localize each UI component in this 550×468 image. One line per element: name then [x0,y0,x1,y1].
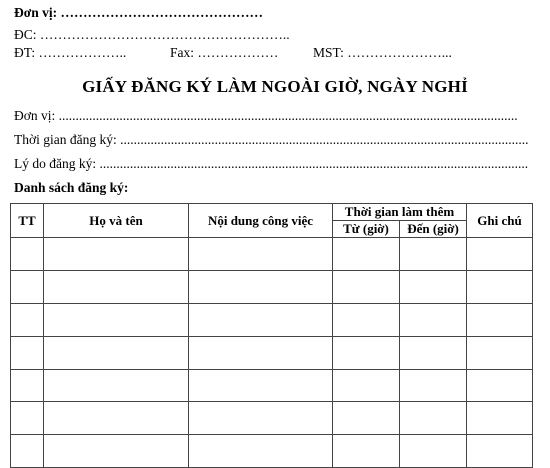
cell-to [400,402,467,435]
cell-from [333,270,400,303]
form-title: GIẤY ĐĂNG KÝ LÀM NGOÀI GIỜ, NGÀY NGHỈ [82,77,468,96]
cell-name [44,369,189,402]
table-row [11,402,533,435]
cell-name [44,270,189,303]
cell-note [467,435,533,468]
cell-content [189,369,333,402]
unit-line: Đơn vị: ……………………………………… [14,5,263,20]
cell-tt [11,270,44,303]
cell-tt [11,336,44,369]
cell-name [44,402,189,435]
cell-name [44,336,189,369]
registration-table [10,203,533,468]
cell-from [333,336,400,369]
cell-note [467,270,533,303]
cell-tt [11,238,44,271]
cell-tt [11,402,44,435]
cell-name [44,238,189,271]
unit-field: Đơn vị: ........................................................................................................................................ [14,108,518,123]
cell-from [333,238,400,271]
cell-to [400,238,467,271]
cell-to [400,270,467,303]
reason-field: Lý do đăng ký: ............................................................................................................................... [14,156,529,171]
cell-note [467,369,533,402]
header-from-hour: Từ (giờ) [333,221,400,238]
cell-note [467,303,533,336]
table-row [11,336,533,369]
cell-note [467,238,533,271]
cell-note [467,402,533,435]
tax-code-line: MST: …………………... [313,45,452,60]
table-row [11,303,533,336]
fax-line: Fax: ……………… [170,45,279,60]
cell-to [400,435,467,468]
cell-content [189,336,333,369]
header-full-name: Họ và tên [44,204,189,238]
address-line: ĐC: ……………………………………………….. [14,27,290,42]
table-row [11,238,533,271]
registration-time-field: Thời gian đăng ký: ......................................................................................................................... [14,132,529,147]
cell-content [189,402,333,435]
cell-from [333,402,400,435]
cell-to [400,336,467,369]
cell-from [333,435,400,468]
cell-tt [11,369,44,402]
header-tt: TT [11,204,44,238]
cell-to [400,303,467,336]
cell-name [44,303,189,336]
cell-name [44,435,189,468]
phone-line: ĐT: ……………….. [14,45,127,60]
header-work-content: Nội dung công việc [189,204,333,238]
cell-content [189,435,333,468]
cell-tt [11,435,44,468]
cell-to [400,369,467,402]
table-row [11,435,533,468]
header-note: Ghi chú [467,204,533,238]
cell-content [189,303,333,336]
cell-tt [11,303,44,336]
cell-from [333,303,400,336]
table-row [11,270,533,303]
cell-content [189,238,333,271]
header-overtime: Thời gian làm thêm [333,204,467,221]
cell-content [189,270,333,303]
header-to-hour: Đến (giờ) [400,221,467,238]
list-heading: Danh sách đăng ký: [14,180,129,195]
cell-from [333,369,400,402]
table-row [11,369,533,402]
cell-note [467,336,533,369]
